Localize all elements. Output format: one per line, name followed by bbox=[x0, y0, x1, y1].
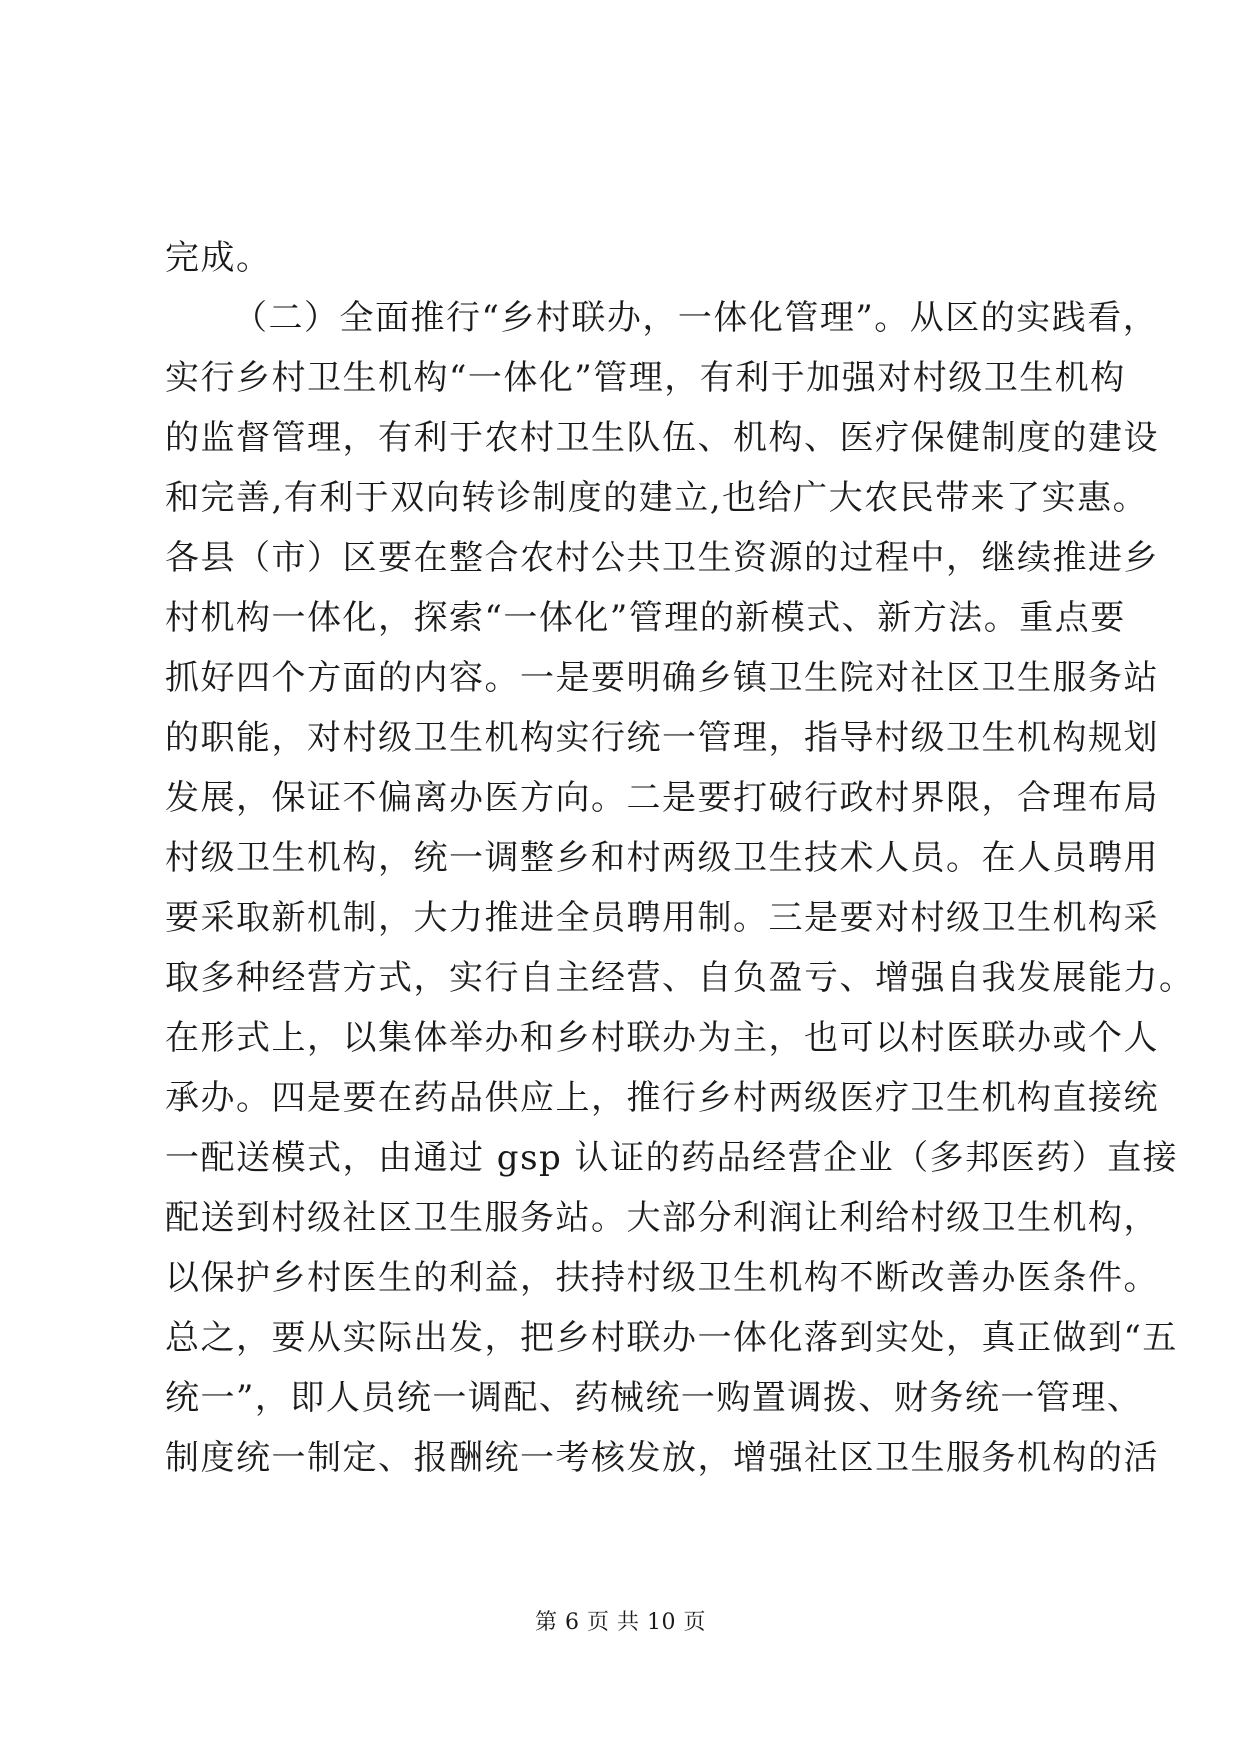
text-line-4: 的监督管理，有利于农村卫生队伍、机构、医疗保健制度的建设 bbox=[165, 418, 1159, 458]
text-line-2: （二）全面推行“乡村联办，一体化管理”。从区的实践看， bbox=[233, 298, 1159, 338]
page-number-footer: 第 6 页 共 10 页 bbox=[535, 1610, 706, 1635]
text-line-15: 承办。四是要在药品供应上，推行乡村两级医疗卫生机构直接统 bbox=[165, 1078, 1159, 1118]
text-line-6: 各县（市）区要在整合农村公共卫生资源的过程中，继续推进乡 bbox=[165, 538, 1159, 578]
text-line-21: 制度统一制定、报酬统一考核发放，增强社区卫生服务机构的活 bbox=[165, 1438, 1159, 1478]
text-line-17: 配送到村级社区卫生服务站。大部分利润让利给村级卫生机构， bbox=[165, 1198, 1159, 1238]
text-line-16: 一配送模式，由通过 gsp 认证的药品经营企业（多邦医药）直接 bbox=[165, 1138, 1179, 1178]
text-line-9: 的职能，对村级卫生机构实行统一管理，指导村级卫生机构规划 bbox=[165, 718, 1159, 758]
text-line-3: 实行乡村卫生机构“一体化”管理，有利于加强对村级卫生机构 bbox=[165, 358, 1126, 398]
text-line-18: 以保护乡村医生的利益，扶持村级卫生机构不断改善办医条件。 bbox=[165, 1258, 1159, 1298]
text-line-11: 村级卫生机构，统一调整乡和村两级卫生技术人员。在人员聘用 bbox=[165, 838, 1159, 878]
text-line-19: 总之，要从实际出发，把乡村联办一体化落到实处，真正做到“五 bbox=[165, 1318, 1178, 1358]
text-line-14: 在形式上，以集体举办和乡村联办为主，也可以村医联办或个人 bbox=[165, 1018, 1159, 1058]
text-line-8: 抓好四个方面的内容。一是要明确乡镇卫生院对社区卫生服务站 bbox=[165, 658, 1159, 698]
text-line-12: 要采取新机制，大力推进全员聘用制。三是要对村级卫生机构采 bbox=[165, 898, 1159, 938]
text-line-13: 取多种经营方式，实行自主经营、自负盈亏、增强自我发展能力。 bbox=[165, 958, 1195, 998]
text-line-20: 统一”，即人员统一调配、药械统一购置调拨、财务统一管理、 bbox=[165, 1378, 1143, 1418]
text-line-10: 发展，保证不偏离办医方向。二是要打破行政村界限，合理布局 bbox=[165, 778, 1159, 818]
text-line-5: 和完善,有利于双向转诊制度的建立,也给广大农民带来了实惠。 bbox=[165, 478, 1149, 518]
text-line-7: 村机构一体化，探索“一体化”管理的新模式、新方法。重点要 bbox=[165, 598, 1126, 638]
body-text bbox=[165, 228, 1195, 1488]
text-line-1: 完成。 bbox=[165, 238, 272, 278]
